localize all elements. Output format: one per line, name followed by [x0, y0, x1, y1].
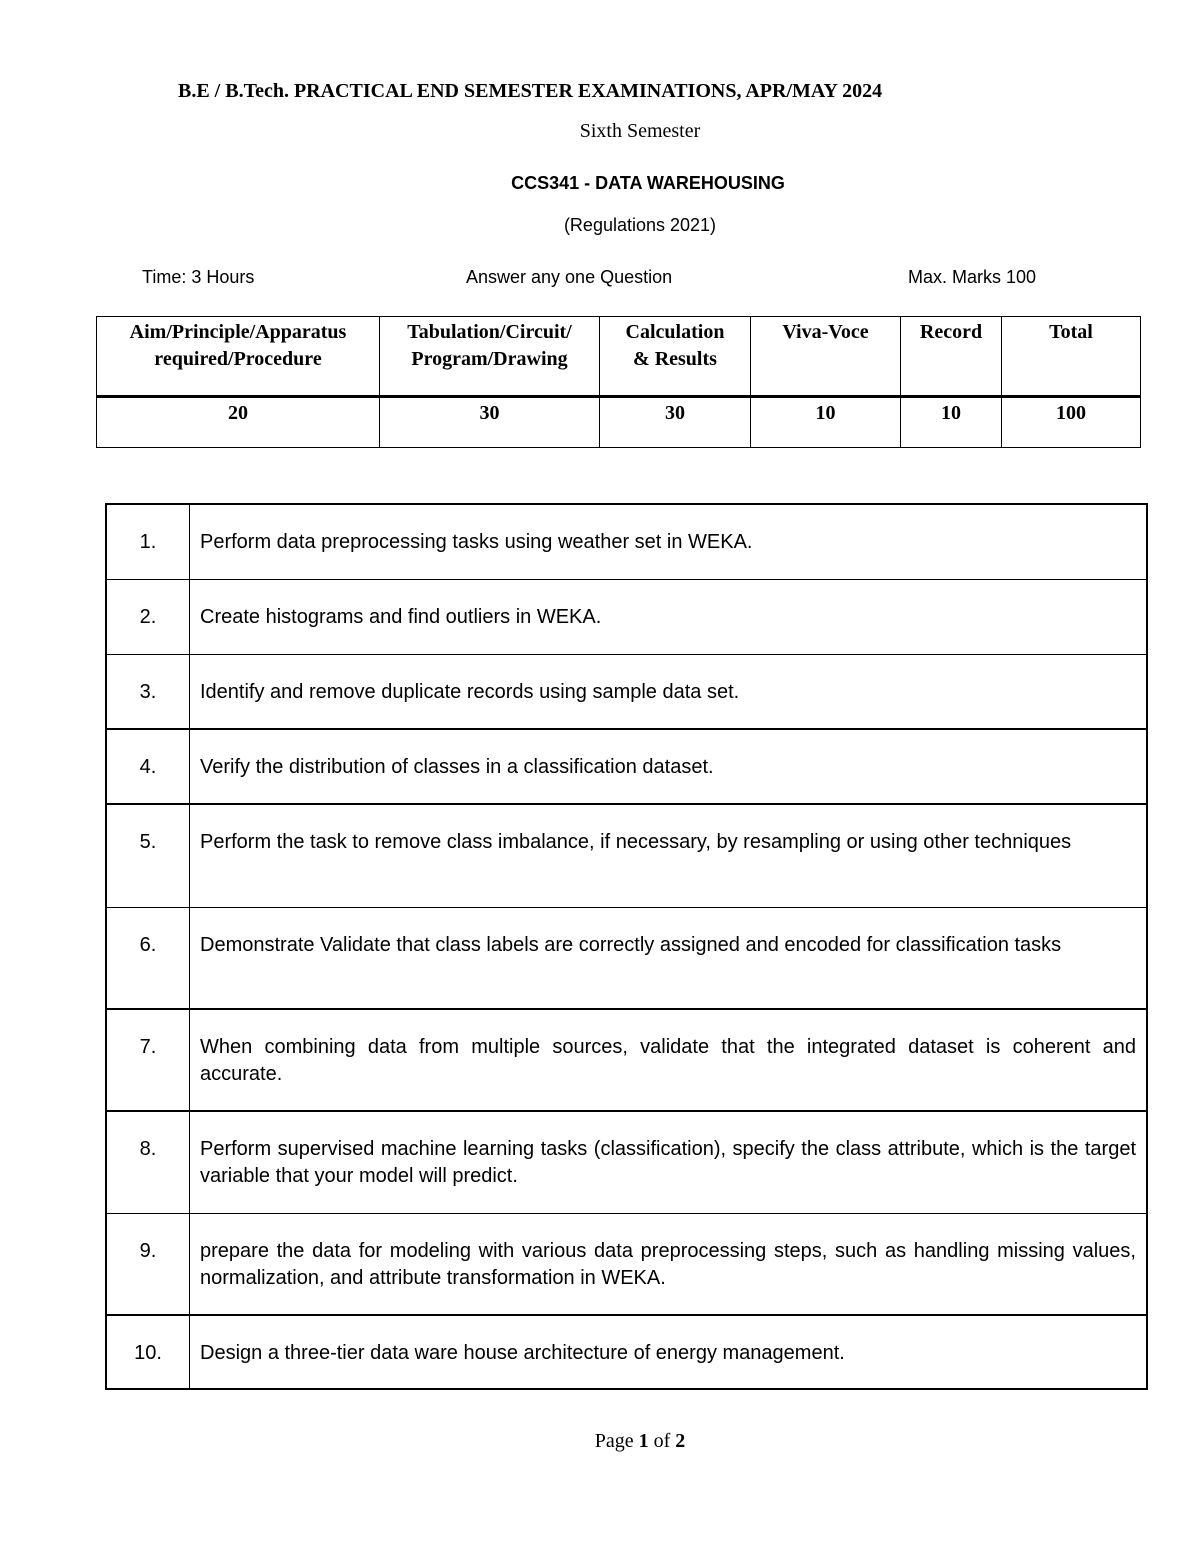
question-text: When combining data from multiple sources, validate that the integrated dataset is coherent and accurate.: [190, 1009, 1148, 1111]
question-text: Identify and remove duplicate records using sample data set.: [190, 654, 1148, 729]
question-number: 2.: [106, 579, 190, 654]
marks-value-cell: 10: [751, 397, 901, 448]
marks-value-cell: 10: [901, 397, 1002, 448]
question-text: Verify the distribution of classes in a classification dataset.: [190, 729, 1148, 804]
question-table: [105, 503, 1148, 1390]
marks-header-cell: [380, 317, 600, 397]
semester: Sixth Semester: [579, 120, 701, 142]
marks-header-line: Tabulation/Circuit/: [407, 321, 572, 343]
question-row: [106, 1213, 1147, 1315]
question-row: [106, 907, 1147, 1009]
question-number: 6.: [106, 907, 190, 1009]
marks-header-line: Viva-Voce: [782, 321, 869, 343]
question-text: Design a three-tier data ware house architecture of energy management.: [190, 1315, 1148, 1389]
current-page-number: 1: [638, 1430, 649, 1452]
question-row: [106, 1111, 1147, 1213]
total-pages-number: 2: [675, 1430, 686, 1452]
question-number: 1.: [106, 504, 190, 579]
question-number: 9.: [106, 1213, 190, 1315]
question-row: [106, 729, 1147, 804]
exam-title: B.E / B.Tech. PRACTICAL END SEMESTER EXAMINATIONS, APR/MAY 2024: [178, 80, 883, 102]
marks-header-line: Total: [1049, 321, 1093, 343]
question-text: Perform the task to remove class imbalance, if necessary, by resampling or using other techniques: [190, 804, 1148, 907]
question-row: [106, 1315, 1147, 1389]
marks-header-line: Calculation: [625, 321, 725, 343]
page-label: Page: [594, 1430, 634, 1452]
course-title: CCS341 - DATA WAREHOUSING: [511, 173, 785, 193]
marks-header-line: & Results: [633, 348, 717, 370]
question-text: Create histograms and find outliers in WEKA.: [190, 579, 1148, 654]
marks-header-cell: [97, 317, 380, 397]
marks-value-cell: 30: [380, 397, 600, 448]
question-text: Perform data preprocessing tasks using weather set in WEKA.: [190, 504, 1148, 579]
question-number: 4.: [106, 729, 190, 804]
marks-header-cell: [751, 317, 901, 397]
question-number: 5.: [106, 804, 190, 907]
marks-header-line: Program/Drawing: [411, 348, 568, 370]
question-number: 10.: [106, 1315, 190, 1389]
instruction: Answer any one Question: [466, 267, 673, 287]
marks-header-line: Record: [919, 321, 983, 343]
page-footer: [0, 1430, 1200, 1453]
question-number: 3.: [106, 654, 190, 729]
question-text: Perform supervised machine learning tasks (classification), specify the class attribute, which is the target variable that your model will predict.: [190, 1111, 1148, 1213]
question-row: [106, 579, 1147, 654]
marks-value-cell: 100: [1002, 397, 1141, 448]
question-row: [106, 1009, 1147, 1111]
of-label: of: [653, 1430, 671, 1452]
question-number: 7.: [106, 1009, 190, 1111]
marks-header-line: required/Procedure: [154, 348, 322, 370]
marks-header-cell: [600, 317, 751, 397]
marks-header-line: Aim/Principle/Apparatus: [129, 321, 347, 343]
marks-value-cell: 20: [97, 397, 380, 448]
question-text: prepare the data for modeling with various data preprocessing steps, such as handling missing values, normalization, and attribute transformation in WEKA.: [190, 1213, 1148, 1315]
marks-header-row: [97, 317, 1141, 397]
exam-duration: Time: 3 Hours: [142, 267, 255, 287]
marks-distribution-table: [96, 316, 1141, 448]
regulations: (Regulations 2021): [563, 215, 717, 235]
marks-values-row: [97, 397, 1141, 448]
question-number: 8.: [106, 1111, 190, 1213]
question-row: [106, 654, 1147, 729]
marks-header-cell: [901, 317, 1002, 397]
marks-header-cell: [1002, 317, 1141, 397]
max-marks: Max. Marks 100: [908, 267, 1037, 287]
question-row: [106, 504, 1147, 579]
question-row: [106, 804, 1147, 907]
marks-value-cell: 30: [600, 397, 751, 448]
question-text: Demonstrate Validate that class labels are correctly assigned and encoded for classification tasks: [190, 907, 1148, 1009]
